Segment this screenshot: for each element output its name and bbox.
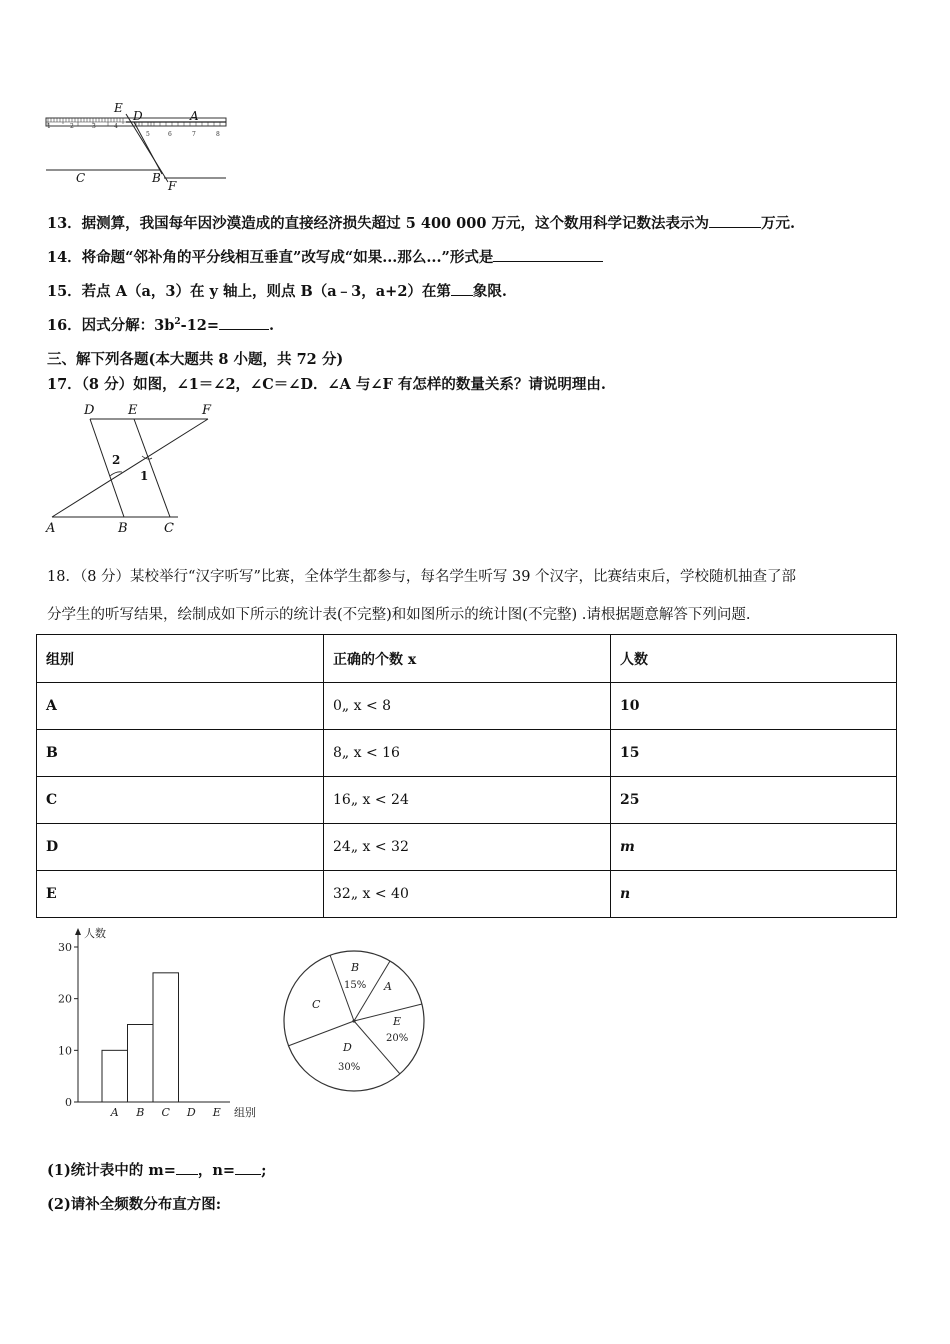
ruler-point-label: A <box>190 109 199 123</box>
ruler-tick-label: 6 <box>168 131 172 138</box>
bar-chart-xlabel: 组别 <box>234 1106 256 1119</box>
question-17: 17．（8 分）如图，∠1＝∠2，∠C＝∠D．∠A 与∠F 有怎样的数量关系？请说明理由. <box>47 376 606 393</box>
question-13-text: 13．据测算，我国每年因沙漠造成的直接经济损失超过 5 400 000 万元，这个数用科学记数法表示为 <box>47 215 709 232</box>
table-cell-group: E <box>37 871 324 918</box>
pie-slice-percent: 15% <box>344 980 367 991</box>
question-18-line1: 18．（8 分）某校举行“汉字听写”比赛，全体学生都参与，每名学生听写 39 个汉字，比赛结束后，学校随机抽查了部 <box>47 569 797 585</box>
answer-blank[interactable] <box>709 213 761 228</box>
ruler-tick-label: 4 <box>114 123 118 130</box>
pie-chart <box>280 948 430 1098</box>
question-15-text: 15．若点 A（a，3）在 y 轴上，则点 B（a﹣3，a+2）在第 <box>47 283 451 300</box>
pie-slice-label: C <box>312 998 321 1011</box>
question-15 <box>47 280 507 301</box>
x-axis-category-label: B <box>136 1106 145 1119</box>
ruler-tick-label: 5 <box>146 131 150 138</box>
question-16-text2: -12= <box>180 317 220 334</box>
ruler-point-label: E <box>114 101 123 115</box>
table-cell-count: m <box>611 824 897 871</box>
y-axis-tick-label: 0 <box>65 1096 72 1109</box>
table-cell-count: 15 <box>611 730 897 777</box>
sub-question-1-text: (1)统计表中的 m= <box>47 1162 176 1179</box>
bar-B <box>128 1025 154 1103</box>
question-14-text: 14．将命题“邻补角的平分线相互垂直”改写成“如果...那么...”形式是 <box>47 249 494 266</box>
q17-point-label: E <box>128 403 138 418</box>
answer-blank[interactable] <box>219 315 269 330</box>
question-16-suffix: . <box>269 317 275 334</box>
pie-slice-label: E <box>393 1015 402 1028</box>
ruler-tick-label: 1 <box>47 123 51 130</box>
question-16-sup: 2 <box>174 317 181 328</box>
x-axis-category-label: A <box>110 1106 119 1119</box>
x-axis-category-label: C <box>161 1106 170 1119</box>
ruler-point-label: D <box>133 109 143 123</box>
table-cell-range: 0„ x < 8 <box>324 683 611 730</box>
stats-table <box>36 634 897 918</box>
q17-angle-label: 1 <box>140 469 149 483</box>
table-cell-range: 24„ x < 32 <box>324 824 611 871</box>
table-row <box>37 730 897 777</box>
ruler-point-label: C <box>76 171 86 185</box>
question-18-line2: 分学生的听写结果，绘制成如下所示的统计表(不完整)和如图所示的统计图(不完整) .请根据题意解答下列问题. <box>47 607 751 623</box>
sub-question-2: (2)请补全频数分布直方图: <box>47 1196 222 1213</box>
table-cell-group: D <box>37 824 324 871</box>
table-cell-group: C <box>37 777 324 824</box>
bar-chart <box>50 925 270 1125</box>
question-13 <box>47 212 795 233</box>
sub-question-1-end: ; <box>261 1162 267 1179</box>
q17-angle-label: 2 <box>112 453 121 467</box>
answer-blank[interactable] <box>451 281 473 296</box>
pie-slice-label: D <box>343 1041 352 1054</box>
bar-C <box>153 973 179 1102</box>
ruler-figure <box>40 98 240 196</box>
table-cell-count: 25 <box>611 777 897 824</box>
bar-chart-ylabel: 人数 <box>84 927 106 940</box>
table-header-cell: 正确的个数 x <box>324 635 611 683</box>
sub-question-1 <box>47 1159 266 1180</box>
table-header-cell: 组别 <box>37 635 324 683</box>
table-cell-count: 10 <box>611 683 897 730</box>
table-row <box>37 777 897 824</box>
q17-point-label: B <box>118 521 128 536</box>
question-15-suffix: 象限. <box>472 283 507 300</box>
table-cell-count: n <box>611 871 897 918</box>
y-axis-tick-label: 10 <box>58 1044 72 1058</box>
table-cell-group: A <box>37 683 324 730</box>
x-axis-category-label: D <box>186 1106 196 1119</box>
y-axis-tick-label: 30 <box>58 941 72 954</box>
y-axis-tick-label: 20 <box>58 992 72 1006</box>
answer-blank[interactable] <box>176 1160 198 1175</box>
table-header-row <box>37 635 897 683</box>
pie-slice-percent: 20% <box>386 1033 409 1044</box>
table-row <box>37 824 897 871</box>
bar-A <box>102 1050 128 1102</box>
q17-point-label: C <box>164 521 174 536</box>
x-axis-category-label: E <box>212 1106 221 1119</box>
table-header-cell: 人数 <box>611 635 897 683</box>
answer-blank[interactable] <box>493 247 603 262</box>
pie-slice-label: B <box>351 961 360 974</box>
ruler-point-label: F <box>168 179 177 193</box>
section-title: 三、解下列各题(本大题共 8 小题，共 72 分) <box>47 351 344 368</box>
q17-point-label: A <box>46 521 56 536</box>
ruler-point-label: B <box>152 171 161 185</box>
question-16 <box>47 314 274 335</box>
q17-figure <box>40 398 225 538</box>
q17-point-label: F <box>202 403 212 418</box>
pie-slice-label: A <box>384 980 392 993</box>
table-row <box>37 871 897 918</box>
table-cell-range: 8„ x < 16 <box>324 730 611 777</box>
ruler-tick-label: 7 <box>192 131 196 138</box>
table-cell-range: 16„ x < 24 <box>324 777 611 824</box>
ruler-tick-label: 8 <box>216 131 220 138</box>
table-cell-group: B <box>37 730 324 777</box>
question-14 <box>47 246 603 267</box>
question-13-suffix: 万元. <box>761 215 796 232</box>
ruler-tick-label: 2 <box>70 123 74 130</box>
q17-point-label: D <box>84 403 95 418</box>
pie-slice-percent: 30% <box>338 1062 361 1073</box>
question-16-text: 16．因式分解：3b <box>47 317 175 334</box>
answer-blank[interactable] <box>235 1160 261 1175</box>
ruler-tick-label: 3 <box>92 123 96 130</box>
table-cell-range: 32„ x < 40 <box>324 871 611 918</box>
sub-question-1-mid: ，n= <box>197 1162 236 1179</box>
table-row <box>37 683 897 730</box>
